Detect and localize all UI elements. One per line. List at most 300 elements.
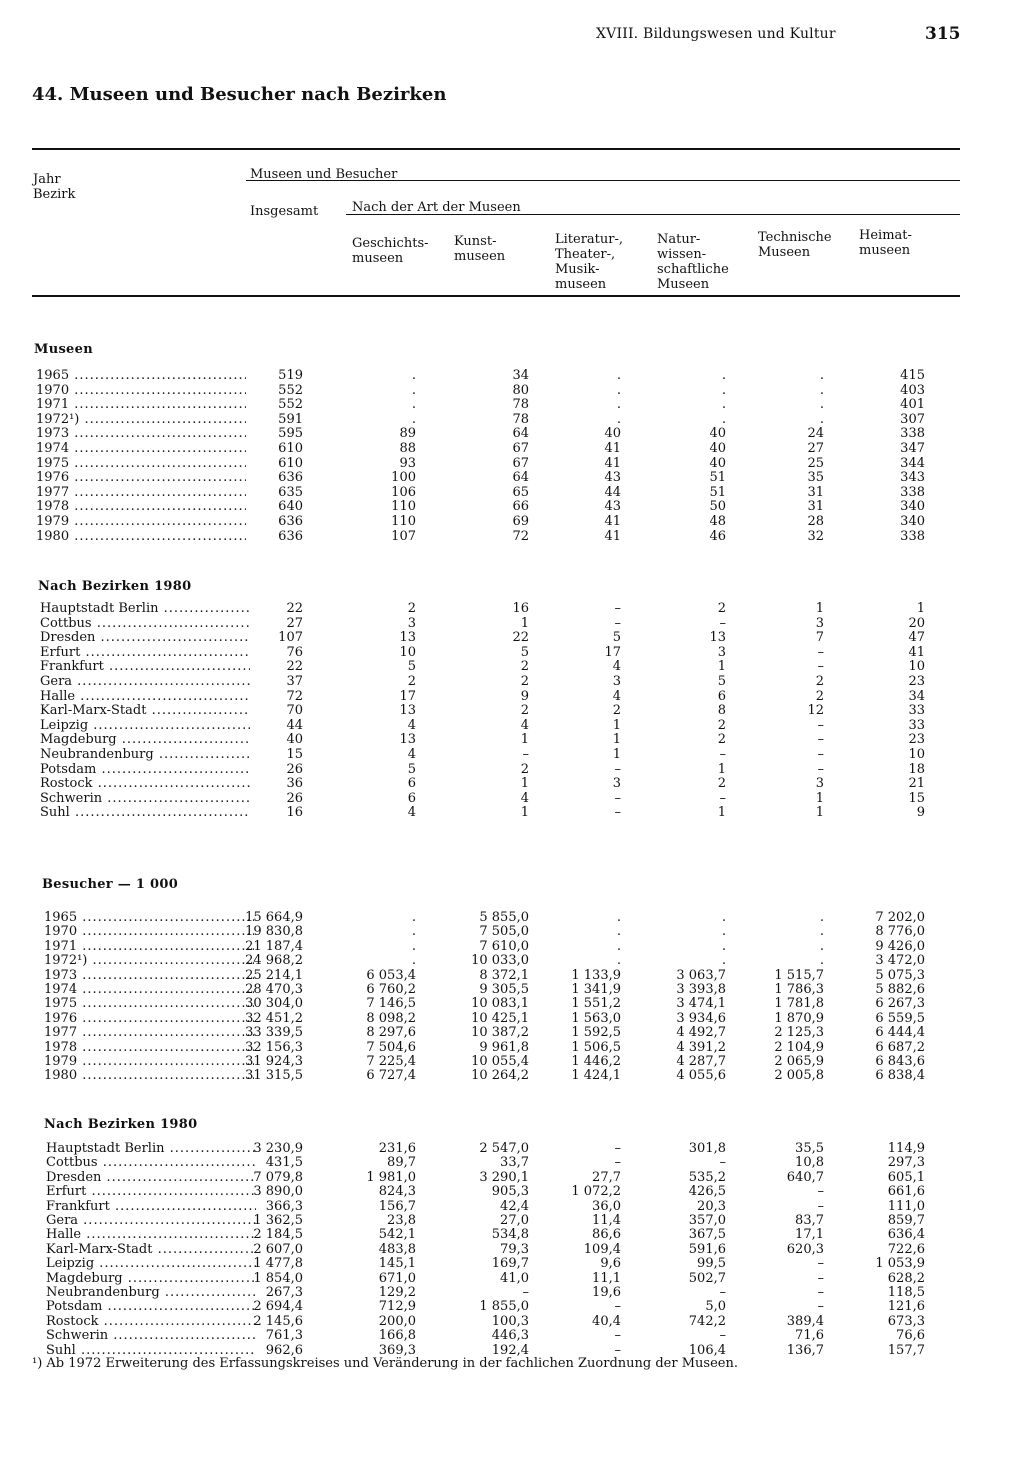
- table-cell: .: [721, 953, 726, 968]
- table-cell: .: [721, 397, 726, 412]
- row-label: Gera .....: [40, 674, 250, 689]
- table-cell: –: [614, 805, 621, 820]
- table-row: [0, 441, 1024, 456]
- table-cell: 2: [717, 732, 726, 747]
- table-cell: 5: [717, 674, 726, 689]
- table-cell: 7 079,8: [253, 1170, 303, 1185]
- table-cell: 1 592,5: [571, 1025, 621, 1040]
- table-cell: 10: [908, 659, 925, 674]
- table-cell: 962,6: [265, 1343, 303, 1358]
- table-cell: 50: [709, 499, 726, 514]
- table-cell: 519: [278, 368, 303, 383]
- table-cell: 76,6: [896, 1328, 925, 1343]
- table-cell: 1: [815, 791, 824, 806]
- row-label: Hauptstadt Berlin .....: [40, 601, 250, 616]
- table-cell: 542,1: [378, 1227, 416, 1242]
- table-cell: .: [819, 924, 824, 939]
- table-cell: 640,7: [786, 1170, 824, 1185]
- table-cell: 3 393,8: [676, 982, 726, 997]
- table-cell: 3 934,6: [676, 1011, 726, 1026]
- table-cell: 2 145,6: [253, 1314, 303, 1329]
- table-cell: 11,1: [592, 1271, 621, 1286]
- table-row: [0, 968, 1024, 983]
- table-cell: 89: [399, 426, 416, 441]
- table-cell: 46: [709, 529, 726, 544]
- table-cell: 338: [900, 485, 925, 500]
- table-cell: 13: [399, 732, 416, 747]
- table-cell: 9: [916, 805, 925, 820]
- table-row: [0, 514, 1024, 529]
- row-label: 1973 .....: [44, 968, 254, 983]
- table-cell: –: [817, 659, 824, 674]
- row-label: 1975 .....: [44, 996, 254, 1011]
- row-label: Potsdam .....: [40, 762, 250, 777]
- table-cell: 72: [286, 689, 303, 704]
- table-cell: 6 053,4: [366, 968, 416, 983]
- table-cell: 3: [815, 776, 824, 791]
- row-label: 1980 .....: [36, 529, 246, 544]
- table-cell: 33,7: [500, 1155, 529, 1170]
- table-row: [0, 1054, 1024, 1069]
- table-cell: 3 474,1: [676, 996, 726, 1011]
- table-cell: 28: [807, 514, 824, 529]
- table-cell: 591,6: [688, 1242, 726, 1257]
- header-col-science: Natur- wissen- schaftliche Museen: [657, 232, 729, 292]
- row-label: 1970 .....: [44, 924, 254, 939]
- table-cell: 2: [717, 776, 726, 791]
- table-cell: 40: [286, 732, 303, 747]
- table-cell: .: [819, 412, 824, 427]
- footnote: ¹) Ab 1972 Erweiterung des Erfassungskreises und Veränderung in der fachlichen Zuordnung der Museen.: [32, 1356, 738, 1371]
- table-cell: 605,1: [887, 1170, 925, 1185]
- table-cell: 99,5: [697, 1256, 726, 1271]
- table-cell: 21: [908, 776, 925, 791]
- table-cell: 1 981,0: [366, 1170, 416, 1185]
- table-cell: 267,3: [265, 1285, 303, 1300]
- table-cell: 340: [900, 499, 925, 514]
- table-cell: 4: [407, 805, 416, 820]
- table-cell: 4 391,2: [676, 1040, 726, 1055]
- table-cell: 66: [512, 499, 529, 514]
- table-cell: 6 727,4: [366, 1068, 416, 1083]
- table-row: [0, 601, 1024, 616]
- table-row: [0, 412, 1024, 427]
- row-label: 1971 .....: [36, 397, 246, 412]
- table-cell: 6 843,6: [875, 1054, 925, 1069]
- table-cell: –: [719, 747, 726, 762]
- table-cell: 26: [286, 762, 303, 777]
- table-cell: .: [721, 910, 726, 925]
- table-row: [0, 1068, 1024, 1083]
- table-row: [0, 1285, 1024, 1300]
- table-cell: 32 156,3: [245, 1040, 303, 1055]
- table-cell: 43: [604, 499, 621, 514]
- table-cell: 1: [612, 747, 621, 762]
- table-cell: 307: [900, 412, 925, 427]
- row-label: 1972¹) .....: [36, 412, 246, 427]
- table-cell: 13: [399, 630, 416, 645]
- table-cell: 1: [612, 718, 621, 733]
- table-cell: 3: [717, 645, 726, 660]
- table-row: [0, 982, 1024, 997]
- table-cell: 13: [399, 703, 416, 718]
- table-cell: 69: [512, 514, 529, 529]
- row-label: Potsdam .....: [46, 1299, 256, 1314]
- table-cell: 636: [278, 529, 303, 544]
- row-label: 1975 .....: [36, 456, 246, 471]
- table-cell: .: [819, 953, 824, 968]
- top-rule: [32, 148, 960, 150]
- table-cell: 1 563,0: [571, 1011, 621, 1026]
- table-cell: 129,2: [378, 1285, 416, 1300]
- table-cell: 9 961,8: [479, 1040, 529, 1055]
- table-cell: 33: [908, 703, 925, 718]
- row-label: 1974 .....: [36, 441, 246, 456]
- table-cell: 231,6: [378, 1141, 416, 1156]
- table-cell: 109,4: [583, 1242, 621, 1257]
- table-cell: .: [819, 939, 824, 954]
- row-label: 1972¹) .....: [44, 953, 254, 968]
- table-cell: 1 506,5: [571, 1040, 621, 1055]
- table-cell: 859,7: [887, 1213, 925, 1228]
- table-cell: –: [614, 601, 621, 616]
- table-cell: 32 451,2: [245, 1011, 303, 1026]
- table-cell: 30 304,0: [245, 996, 303, 1011]
- table-cell: .: [819, 397, 824, 412]
- table-row: [0, 747, 1024, 762]
- table-cell: 2 184,5: [253, 1227, 303, 1242]
- section-title: Museen: [34, 342, 93, 357]
- table-cell: 23,8: [387, 1213, 416, 1228]
- table-cell: 31 924,3: [245, 1054, 303, 1069]
- table-cell: .: [411, 412, 416, 427]
- row-label: Dresden .....: [46, 1170, 256, 1185]
- table-cell: 9 305,5: [479, 982, 529, 997]
- table-cell: .: [411, 939, 416, 954]
- table-cell: .: [721, 924, 726, 939]
- table-cell: .: [411, 953, 416, 968]
- table-cell: 636: [278, 470, 303, 485]
- table-cell: –: [719, 1285, 726, 1300]
- table-cell: 10,8: [795, 1155, 824, 1170]
- table-cell: 3 472,0: [875, 953, 925, 968]
- table-cell: 106: [391, 485, 416, 500]
- table-cell: 7 202,0: [875, 910, 925, 925]
- table-row: [0, 805, 1024, 820]
- table-cell: 1 072,2: [571, 1184, 621, 1199]
- table-cell: 33 339,5: [245, 1025, 303, 1040]
- table-cell: 114,9: [887, 1141, 925, 1156]
- table-cell: 40: [604, 426, 621, 441]
- table-cell: 106,4: [688, 1343, 726, 1358]
- table-cell: 35: [807, 470, 824, 485]
- row-label: Hauptstadt Berlin .....: [46, 1141, 256, 1156]
- table-cell: 88: [399, 441, 416, 456]
- table-cell: 10 055,4: [471, 1054, 529, 1069]
- table-cell: 17: [604, 645, 621, 660]
- row-label: 1979 .....: [44, 1054, 254, 1069]
- row-label: 1978 .....: [44, 1040, 254, 1055]
- table-cell: 31: [807, 485, 824, 500]
- table-cell: –: [614, 762, 621, 777]
- table-cell: –: [817, 1271, 824, 1286]
- table-cell: –: [817, 1285, 824, 1300]
- table-cell: 3: [407, 616, 416, 631]
- table-cell: 483,8: [378, 1242, 416, 1257]
- table-cell: 20: [908, 616, 925, 631]
- table-cell: 905,3: [491, 1184, 529, 1199]
- row-label: 1974 .....: [44, 982, 254, 997]
- table-cell: .: [819, 368, 824, 383]
- row-label: Suhl .....: [40, 805, 250, 820]
- table-cell: 40: [709, 456, 726, 471]
- table-cell: 6 444,4: [875, 1025, 925, 1040]
- table-cell: 6: [407, 791, 416, 806]
- table-row: [0, 1213, 1024, 1228]
- table-row: [0, 1242, 1024, 1257]
- table-cell: 2 065,9: [774, 1054, 824, 1069]
- row-label: Karl-Marx-Stadt .....: [46, 1242, 256, 1257]
- table-cell: 343: [900, 470, 925, 485]
- table-cell: 761,3: [265, 1328, 303, 1343]
- table-cell: .: [411, 368, 416, 383]
- table-cell: 15: [908, 791, 925, 806]
- table-cell: 65: [512, 485, 529, 500]
- table-cell: –: [522, 747, 529, 762]
- header-col-history: Geschichts- museen: [352, 236, 429, 266]
- header-col-literature: Literatur-, Theater-, Musik- museen: [555, 232, 624, 292]
- table-cell: 5: [407, 762, 416, 777]
- table-cell: 671,0: [378, 1271, 416, 1286]
- table-cell: 40: [709, 426, 726, 441]
- table-cell: 8: [717, 703, 726, 718]
- table-cell: 712,9: [378, 1299, 416, 1314]
- table-cell: 661,6: [887, 1184, 925, 1199]
- table-cell: 502,7: [688, 1271, 726, 1286]
- table-cell: 28 470,3: [245, 982, 303, 997]
- table-cell: 824,3: [378, 1184, 416, 1199]
- table-row: [0, 426, 1024, 441]
- table-cell: 15: [286, 747, 303, 762]
- table-cell: .: [616, 412, 621, 427]
- table-cell: 23: [908, 732, 925, 747]
- table-cell: –: [719, 1328, 726, 1343]
- table-cell: 1: [916, 601, 925, 616]
- table-row: [0, 397, 1024, 412]
- table-cell: 78: [512, 397, 529, 412]
- table-cell: 32: [807, 529, 824, 544]
- table-cell: 620,3: [786, 1242, 824, 1257]
- table-cell: 5: [612, 630, 621, 645]
- row-label: 1973 .....: [36, 426, 246, 441]
- table-cell: 635: [278, 485, 303, 500]
- table-cell: 5 882,6: [875, 982, 925, 997]
- row-label: Neubrandenburg .....: [46, 1285, 256, 1300]
- table-cell: 4 492,7: [676, 1025, 726, 1040]
- table-cell: 1: [815, 805, 824, 820]
- row-label: Karl-Marx-Stadt .....: [40, 703, 250, 718]
- table-cell: 10 264,2: [471, 1068, 529, 1083]
- table-cell: .: [616, 383, 621, 398]
- table-cell: 1: [520, 616, 529, 631]
- table-cell: 8 372,1: [479, 968, 529, 983]
- table-cell: 36: [286, 776, 303, 791]
- table-cell: 636,4: [887, 1227, 925, 1242]
- table-cell: 4: [407, 747, 416, 762]
- table-cell: 31: [807, 499, 824, 514]
- table-cell: 78: [512, 412, 529, 427]
- table-cell: 7 504,6: [366, 1040, 416, 1055]
- table-cell: 110: [391, 514, 416, 529]
- table-cell: 1: [717, 762, 726, 777]
- table-cell: –: [614, 1155, 621, 1170]
- table-cell: 591: [278, 412, 303, 427]
- table-row: [0, 1025, 1024, 1040]
- table-cell: 4 055,6: [676, 1068, 726, 1083]
- table-cell: 3 890,0: [253, 1184, 303, 1199]
- table-cell: 552: [278, 383, 303, 398]
- table-cell: 93: [399, 456, 416, 471]
- table-cell: 401: [900, 397, 925, 412]
- table-cell: .: [616, 924, 621, 939]
- table-cell: 6 687,2: [875, 1040, 925, 1055]
- table-cell: 107: [278, 630, 303, 645]
- table-cell: 2 104,9: [774, 1040, 824, 1055]
- table-cell: 403: [900, 383, 925, 398]
- table-row: [0, 485, 1024, 500]
- table-cell: –: [719, 791, 726, 806]
- table-cell: 297,3: [887, 1155, 925, 1170]
- table-cell: 169,7: [491, 1256, 529, 1271]
- table-cell: 1 424,1: [571, 1068, 621, 1083]
- table-row: [0, 1256, 1024, 1271]
- row-label: Suhl .....: [46, 1343, 256, 1358]
- table-cell: 1: [815, 601, 824, 616]
- header-stub-district: Bezirk: [33, 187, 76, 202]
- header-bottom-rule: [32, 295, 960, 297]
- table-cell: 5: [520, 645, 529, 660]
- table-cell: 100,3: [491, 1314, 529, 1329]
- header-col-art: Kunst- museen: [454, 234, 506, 264]
- table-row: [0, 732, 1024, 747]
- table-cell: 48: [709, 514, 726, 529]
- table-cell: 41: [908, 645, 925, 660]
- table-row: [0, 368, 1024, 383]
- table-cell: 389,4: [786, 1314, 824, 1329]
- table-cell: 5 855,0: [479, 910, 529, 925]
- table-cell: 446,3: [491, 1328, 529, 1343]
- row-label: 1979 .....: [36, 514, 246, 529]
- table-cell: –: [719, 616, 726, 631]
- table-cell: 426,5: [688, 1184, 726, 1199]
- row-label: 1965 .....: [36, 368, 246, 383]
- table-cell: .: [616, 939, 621, 954]
- table-row: [0, 703, 1024, 718]
- row-label: 1970 .....: [36, 383, 246, 398]
- table-cell: 673,3: [887, 1314, 925, 1329]
- table-cell: 67: [512, 456, 529, 471]
- table-cell: 7 610,0: [479, 939, 529, 954]
- header-subgroup: Nach der Art der Museen: [352, 200, 521, 215]
- table-cell: 40,4: [592, 1314, 621, 1329]
- table-cell: 72: [512, 529, 529, 544]
- table-cell: 34: [512, 368, 529, 383]
- table-cell: 367,5: [688, 1227, 726, 1242]
- table-cell: 200,0: [378, 1314, 416, 1329]
- table-cell: 121,6: [887, 1299, 925, 1314]
- table-cell: 79,3: [500, 1242, 529, 1257]
- table-cell: 11,4: [592, 1213, 621, 1228]
- row-label: Erfurt .....: [40, 645, 250, 660]
- table-cell: –: [719, 1155, 726, 1170]
- row-label: Gera .....: [46, 1213, 256, 1228]
- row-label: 1977 .....: [44, 1025, 254, 1040]
- table-cell: 76: [286, 645, 303, 660]
- table-cell: 80: [512, 383, 529, 398]
- table-cell: 34: [908, 689, 925, 704]
- table-cell: 41: [604, 441, 621, 456]
- table-cell: –: [817, 1299, 824, 1314]
- table-cell: 37: [286, 674, 303, 689]
- table-cell: 12: [807, 703, 824, 718]
- table-cell: 1: [520, 805, 529, 820]
- table-cell: 338: [900, 529, 925, 544]
- header-stub-year: Jahr: [33, 172, 61, 187]
- table-cell: 2: [407, 601, 416, 616]
- table-row: [0, 924, 1024, 939]
- table-cell: 535,2: [688, 1170, 726, 1185]
- row-label: Erfurt .....: [46, 1184, 256, 1199]
- table-cell: 25 214,1: [245, 968, 303, 983]
- table-cell: .: [411, 910, 416, 925]
- table-cell: 1 786,3: [774, 982, 824, 997]
- row-label: Magdeburg .....: [40, 732, 250, 747]
- table-cell: .: [616, 397, 621, 412]
- table-cell: 64: [512, 426, 529, 441]
- table-cell: 47: [908, 630, 925, 645]
- table-cell: 51: [709, 485, 726, 500]
- table-row: [0, 674, 1024, 689]
- table-cell: 22: [512, 630, 529, 645]
- table-cell: –: [817, 1184, 824, 1199]
- table-cell: 40: [709, 441, 726, 456]
- table-cell: 2: [815, 689, 824, 704]
- row-label: Schwerin .....: [40, 791, 250, 806]
- header-col-technical: Technische Museen: [758, 230, 832, 260]
- table-cell: 10: [399, 645, 416, 660]
- table-cell: 344: [900, 456, 925, 471]
- row-label: Magdeburg .....: [46, 1271, 256, 1286]
- table-cell: 100: [391, 470, 416, 485]
- table-row: [0, 718, 1024, 733]
- table-cell: 44: [604, 485, 621, 500]
- table-row: [0, 1141, 1024, 1156]
- table-row: [0, 1314, 1024, 1329]
- table-cell: 3: [612, 674, 621, 689]
- table-cell: 2: [815, 674, 824, 689]
- table-row: [0, 645, 1024, 660]
- table-cell: 15 664,9: [245, 910, 303, 925]
- table-cell: 27,0: [500, 1213, 529, 1228]
- table-row: [0, 529, 1024, 544]
- table-cell: 415: [900, 368, 925, 383]
- table-cell: 18: [908, 762, 925, 777]
- table-cell: 1 362,5: [253, 1213, 303, 1228]
- table-cell: 1 053,9: [875, 1256, 925, 1271]
- table-cell: 366,3: [265, 1199, 303, 1214]
- table-cell: 7 225,4: [366, 1054, 416, 1069]
- table-cell: 83,7: [795, 1213, 824, 1228]
